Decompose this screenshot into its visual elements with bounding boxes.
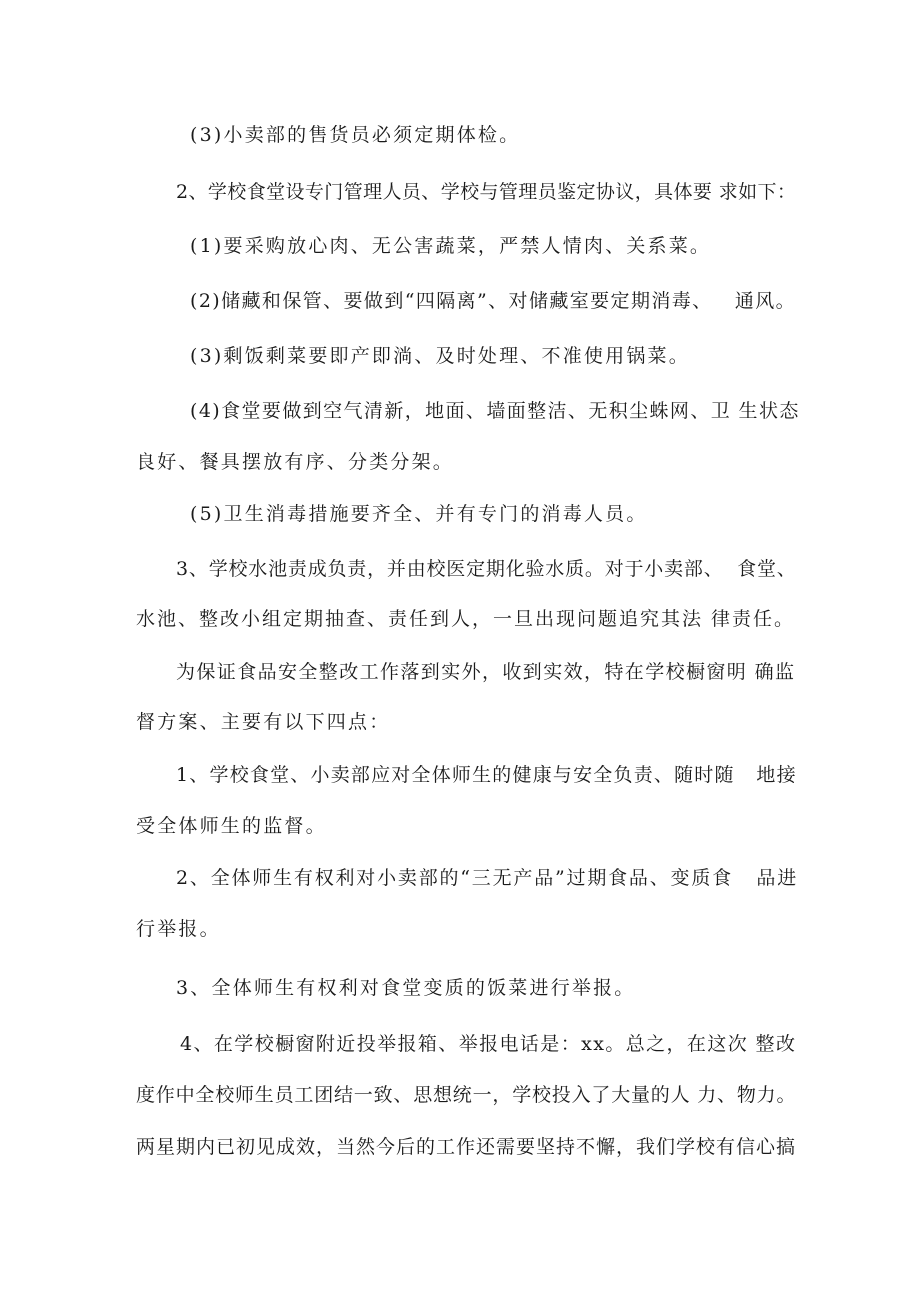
paragraph-line: (4)食堂要做到空气清新，地面、墙面整洁、无积尘蛛网、卫 生状态 (190, 400, 800, 422)
paragraph-line: 2、学校食堂设专门管理人员、学校与管理员鉴定协议，具体要 求如下： (176, 181, 797, 203)
paragraph-line: 3、学校水池责成负责，并由校医定期化验水质。对于小卖部、 食堂、 (176, 558, 797, 580)
paragraph-line: 4、在学校橱窗附近投举报箱、举报电话是：xx。总之，在这次 整改 (180, 1033, 797, 1055)
paragraph-line: (3)剩饭剩菜要即产即淌、及时处理、不准使用锅菜。 (190, 345, 690, 367)
paragraph-line: 3、全体师生有权利对食堂变质的饭菜进行举报。 (176, 977, 636, 999)
paragraph-line: 良好、餐具摆放有序、分类分架。 (136, 451, 455, 473)
paragraph-line: 行举报。 (136, 918, 221, 940)
paragraph-line: (5)卫生消毒措施要齐全、并有专门的消毒人员。 (190, 503, 648, 525)
paragraph-line: 水池、整改小组定期抽查、责任到人，一旦出现问题追究其法 律责任。 (136, 608, 796, 630)
paragraph-line: 1、学校食堂、小卖部应对全体师生的健康与安全负责、随时随 地接 (176, 764, 797, 786)
paragraph-line: (3)小卖部的售货员必须定期体检。 (190, 124, 521, 146)
paragraph-line: (1)要采购放心肉、无公害蔬菜，严禁人情肉、关系菜。 (190, 235, 712, 257)
paragraph-line: 两星期内已初见成效，当然今后的工作还需要坚持不懈，我们学校有信心搞 (136, 1136, 797, 1158)
paragraph-line: 为保证食品安全整改工作落到实外，收到实效，特在学校橱窗明 确监 (176, 661, 796, 683)
paragraph-line: 督方案、主要有以下四点： (136, 711, 391, 733)
paragraph-line: 2、全体师生有权利对小卖部的“三无产品”过期食品、变质食 品进 (176, 867, 799, 889)
paragraph-line: 受全体师生的监督。 (136, 815, 327, 837)
paragraph-line: 度作中全校师生员工团结一致、思想统一，学校投入了大量的人 力、物力。 (136, 1084, 797, 1106)
paragraph-line: (2)储藏和保管、要做到“四隔离”、对储藏室要定期消毒、 通风。 (190, 290, 797, 312)
